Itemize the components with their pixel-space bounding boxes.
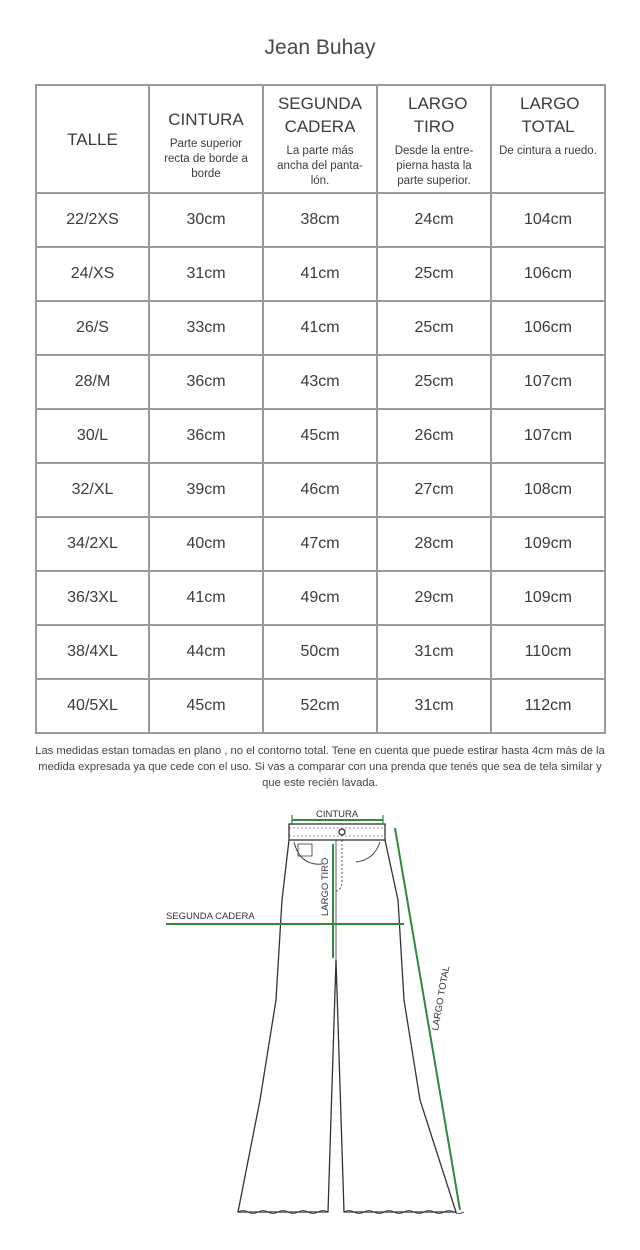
header-cintura: CINTURA Parte superior recta de borde a borde: [149, 85, 263, 193]
jeans-outline: [238, 824, 464, 1214]
cell-segunda-cadera: 49cm: [263, 571, 377, 625]
cell-talle: 40/5XL: [36, 679, 149, 733]
header-largo-tiro: LARGO TIRO Desde la entre-pierna hasta la parte superior.: [377, 85, 491, 193]
cell-talle: 38/4XL: [36, 625, 149, 679]
label-largo-tiro: LARGO TIRO: [320, 857, 331, 916]
label-largo-total: LARGO TOTAL: [430, 965, 453, 1032]
cell-largo-tiro: 25cm: [377, 247, 491, 301]
table-row: [36, 625, 605, 679]
table-row: [36, 193, 605, 247]
jeans-body: [238, 840, 456, 1212]
cell-largo-total: 109cm: [491, 571, 605, 625]
cell-largo-total: 110cm: [491, 625, 605, 679]
cell-largo-total: 107cm: [491, 355, 605, 409]
measure-lines: [166, 815, 460, 1210]
cell-largo-tiro: 31cm: [377, 625, 491, 679]
header-segunda-cadera: SEGUNDA CADERA La parte más ancha del panta-lón.: [263, 85, 377, 193]
cell-largo-tiro: 25cm: [377, 355, 491, 409]
largo-total-line: [395, 828, 460, 1210]
cell-largo-total: 109cm: [491, 517, 605, 571]
cell-segunda-cadera: 41cm: [263, 301, 377, 355]
table-row: [36, 301, 605, 355]
cell-largo-tiro: 25cm: [377, 301, 491, 355]
table-body: [36, 193, 605, 733]
cell-largo-total: 106cm: [491, 247, 605, 301]
cell-cintura: 44cm: [149, 625, 263, 679]
cell-talle: 32/XL: [36, 463, 149, 517]
measurement-note: Las medidas estan tomadas en plano , no el contorno total. Tene en cuenta que puede estirar hasta 4cm más de la medida expresada ya que cede con el uso. Si vas a comparar con una prenda que tenés que sea de tela similar y que este recién lavada.: [35, 745, 605, 789]
table-row: [36, 517, 605, 571]
cell-largo-tiro: 27cm: [377, 463, 491, 517]
cell-talle: 36/3XL: [36, 571, 149, 625]
table-row: [36, 463, 605, 517]
table-row: [36, 571, 605, 625]
cell-talle: 30/L: [36, 409, 149, 463]
table-row: [36, 679, 605, 733]
cell-talle: 26/S: [36, 301, 149, 355]
table-row: [36, 409, 605, 463]
cell-largo-total: 106cm: [491, 301, 605, 355]
cell-cintura: 40cm: [149, 517, 263, 571]
table-row: [36, 247, 605, 301]
label-cintura: CINTURA: [316, 809, 359, 820]
cell-largo-tiro: 28cm: [377, 517, 491, 571]
cell-largo-tiro: 31cm: [377, 679, 491, 733]
cell-cintura: 39cm: [149, 463, 263, 517]
cell-segunda-cadera: 47cm: [263, 517, 377, 571]
cell-cintura: 31cm: [149, 247, 263, 301]
cell-talle: 24/XS: [36, 247, 149, 301]
cell-segunda-cadera: 43cm: [263, 355, 377, 409]
cell-largo-tiro: 26cm: [377, 409, 491, 463]
cell-largo-tiro: 24cm: [377, 193, 491, 247]
page-title: Jean Buhay: [264, 36, 376, 59]
cell-largo-total: 112cm: [491, 679, 605, 733]
header-largo-total: LARGO TOTAL De cintura a ruedo.: [491, 85, 605, 193]
cell-segunda-cadera: 52cm: [263, 679, 377, 733]
cell-largo-tiro: 29cm: [377, 571, 491, 625]
cell-talle: 34/2XL: [36, 517, 149, 571]
size-table: [35, 84, 606, 734]
cell-talle: 22/2XS: [36, 193, 149, 247]
cell-talle: 28/M: [36, 355, 149, 409]
cell-cintura: 36cm: [149, 409, 263, 463]
cell-largo-total: 107cm: [491, 409, 605, 463]
header-talle: TALLE: [36, 85, 149, 193]
table-header-row: [36, 85, 605, 193]
label-segunda-cadera: SEGUNDA CADERA: [166, 911, 255, 922]
cell-segunda-cadera: 45cm: [263, 409, 377, 463]
cell-cintura: 41cm: [149, 571, 263, 625]
jeans-measurement-diagram: [0, 800, 640, 1230]
cell-cintura: 30cm: [149, 193, 263, 247]
cell-cintura: 36cm: [149, 355, 263, 409]
button: [339, 829, 345, 835]
cell-segunda-cadera: 38cm: [263, 193, 377, 247]
cell-cintura: 45cm: [149, 679, 263, 733]
cell-largo-total: 108cm: [491, 463, 605, 517]
table-row: [36, 355, 605, 409]
cell-largo-total: 104cm: [491, 193, 605, 247]
cell-segunda-cadera: 41cm: [263, 247, 377, 301]
waistband: [289, 824, 385, 840]
cell-segunda-cadera: 50cm: [263, 625, 377, 679]
cell-segunda-cadera: 46cm: [263, 463, 377, 517]
cell-cintura: 33cm: [149, 301, 263, 355]
